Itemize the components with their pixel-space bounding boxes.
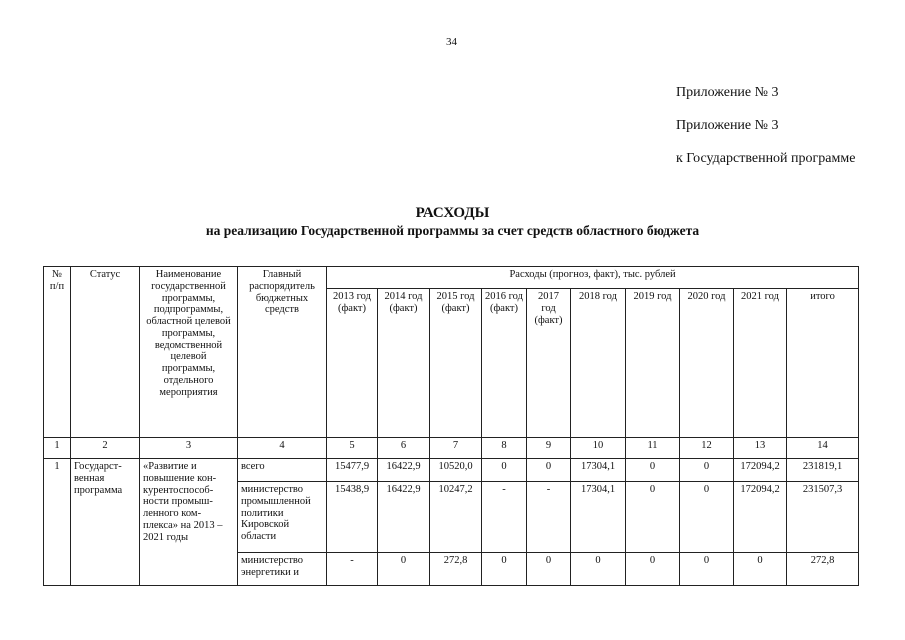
table-row-total (44, 459, 859, 482)
document-title-block (0, 205, 905, 239)
column-number: 8 (482, 438, 527, 459)
header-year-2013: 2013 год (факт) (327, 289, 378, 438)
column-number: 2 (71, 438, 140, 459)
row-value: 0 (378, 553, 430, 586)
appendix-line-1: Приложение № 3 (676, 85, 779, 100)
header-status: Статус (71, 267, 140, 438)
header-year-2017: 2017 год (факт) (527, 289, 571, 438)
row-distributor: всего (238, 459, 327, 482)
expenses-table (43, 266, 859, 586)
row-value: 0 (626, 459, 680, 482)
column-number: 9 (527, 438, 571, 459)
row-value: 15477,9 (327, 459, 378, 482)
header-name: Наименование государственной программы, подпрограммы, областной целевой программы, ведомственной целевой программы, отдельного мероприятия (140, 267, 238, 438)
column-number: 12 (680, 438, 734, 459)
row-value: 0 (626, 482, 680, 553)
column-number: 13 (734, 438, 787, 459)
row-value: 272,8 (787, 553, 859, 586)
row-value: 17304,1 (571, 459, 626, 482)
program-num: 1 (44, 459, 71, 586)
column-number: 14 (787, 438, 859, 459)
header-year-2014: 2014 год (факт) (378, 289, 430, 438)
header-distributor: Главный распорядитель бюджетных средств (238, 267, 327, 438)
row-value: 0 (482, 553, 527, 586)
row-value: 17304,1 (571, 482, 626, 553)
row-value: 0 (482, 459, 527, 482)
header-year-2019: 2019 год (626, 289, 680, 438)
row-value: 10247,2 (430, 482, 482, 553)
document-subtitle: на реализацию Государственной программы за счет средств областного бюджета (205, 223, 700, 238)
program-name: «Развитие и повышение кон-курентоспособ-ности промыш-ленного ком-плекса» на 2013 – 2021 годы (140, 459, 238, 586)
row-value: 16422,9 (378, 459, 430, 482)
appendix-line-3: к Государственной программе (676, 151, 856, 166)
column-number: 6 (378, 438, 430, 459)
row-value: - (327, 553, 378, 586)
header-year-2021: 2021 год (734, 289, 787, 438)
row-value: 231819,1 (787, 459, 859, 482)
row-value: 172094,2 (734, 482, 787, 553)
row-value: 0 (734, 553, 787, 586)
column-number: 7 (430, 438, 482, 459)
column-number: 5 (327, 438, 378, 459)
row-value: - (527, 482, 571, 553)
row-value: 0 (680, 482, 734, 553)
row-value: 16422,9 (378, 482, 430, 553)
row-value: 0 (680, 459, 734, 482)
header-year-2015: 2015 год (факт) (430, 289, 482, 438)
row-distributor: министерство энергетики и (238, 553, 327, 586)
program-status: Государст-венная программа (71, 459, 140, 586)
header-year-2016: 2016 год (факт) (482, 289, 527, 438)
column-number: 1 (44, 438, 71, 459)
page-number: 34 (446, 36, 457, 48)
row-value: 0 (527, 459, 571, 482)
row-distributor: министерство промышленной политики Кировской области (238, 482, 327, 553)
row-value: 0 (571, 553, 626, 586)
column-number: 4 (238, 438, 327, 459)
header-num: № п/п (44, 267, 71, 438)
row-value: 272,8 (430, 553, 482, 586)
column-number-row (44, 438, 859, 459)
header-year-2020: 2020 год (680, 289, 734, 438)
appendix-line-2: Приложение № 3 (676, 118, 779, 133)
header-row-1 (44, 267, 859, 289)
row-value: 0 (680, 553, 734, 586)
column-number: 10 (571, 438, 626, 459)
column-number: 11 (626, 438, 680, 459)
row-value: 0 (527, 553, 571, 586)
column-number: 3 (140, 438, 238, 459)
row-value: 231507,3 (787, 482, 859, 553)
row-value: - (482, 482, 527, 553)
row-value: 15438,9 (327, 482, 378, 553)
row-value: 10520,0 (430, 459, 482, 482)
document-title: РАСХОДЫ (415, 205, 490, 221)
row-value: 0 (626, 553, 680, 586)
header-total: итого (787, 289, 859, 438)
header-year-2018: 2018 год (571, 289, 626, 438)
row-value: 172094,2 (734, 459, 787, 482)
header-expenses: Расходы (прогноз, факт), тыс. рублей (327, 267, 859, 289)
